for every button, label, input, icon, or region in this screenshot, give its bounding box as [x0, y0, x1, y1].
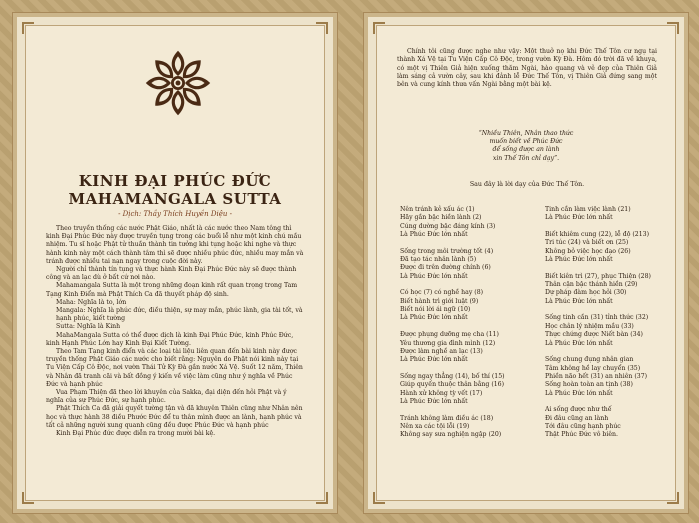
- verse-line: Sống chung đụng nhân gian: [545, 356, 634, 364]
- verse-column-left: [400, 206, 535, 440]
- verse-line: Dự pháp đàm học hỏi (30): [545, 289, 627, 297]
- verse-line: Là Phúc Đức lớn nhất: [400, 272, 468, 280]
- corner-ornament: [373, 492, 385, 504]
- title-pali: MAHAMANGALA SUTTA: [68, 190, 282, 208]
- verse-line: Đi đâu cũng an lành: [545, 414, 609, 422]
- verse-line: Sống tinh cần (31) tỉnh thức (32): [545, 314, 649, 322]
- translator-credit: - Dịch: Thầy Thích Huyền Diệu -: [118, 210, 232, 218]
- verse-line: Có học (7) có nghề hay (8): [400, 289, 484, 297]
- body-paragraph: Người chỉ thành tín tụng và thực hành Kinh Đại Phúc Đức này sẽ được thành công và an lạc dù ở bất cứ nơi nào.: [46, 266, 297, 282]
- corner-ornament: [22, 22, 34, 34]
- stanza-gap: [545, 223, 685, 231]
- verse-line: Là Phúc Đức lớn nhất: [545, 389, 613, 397]
- body-paragraph: Theo Tam Tạng kinh điển và các loại tài liệu liên quan đến bài kinh này được truyền thống Phật Giáo các nước cho biết rằng: Nguyên do Phật nói kinh này tại Tu Viện Cấp Cô Độc, nơi vườn Thái Tử Kỳ Đà gần nước Xá Vệ. Suốt 12 năm, Thiên và Nhân đã tranh cãi và bất đồng ý kiến về việc làm cũng như ý nghĩa về Phúc Đức và hạnh phúc: [46, 348, 303, 388]
- stanza-gap: [545, 398, 685, 406]
- intro-paragraph: Chính tôi cũng được nghe như vậy: Một thuở nọ khi Đức Thế Tôn cư ngụ tại thành Xá Vệ tại Tu Viện Cấp Cô Độc, trong vườn Kỳ Đà. Hôm đó trời đã về khuya, có một vị Thiên Giả hiện xuống thăm Ngài, hào quang và vẻ đẹp của Thiên Giả làm sáng cả vườn cây, sau khi đảnh lễ Đức Thế Tôn, vị Thiên Giả đứng sang một bên và cung kính thưa vấn Ngài bằng một bài kệ.: [397, 48, 657, 89]
- verse-line: Sống ngay thẳng (14), bố thí (15): [400, 372, 505, 380]
- body-paragraph: MahaMangala Sutta có thể được dịch là kinh Đại Phúc Đức, kinh Phúc Đức, kinh Hạnh Phúc Lớn hay Kinh Đại Kiết Tường.: [46, 331, 294, 347]
- left-page-frame: [25, 25, 325, 501]
- body-paragraph: Maha: Nghĩa là to, lớn: [56, 298, 127, 306]
- right-page: [363, 12, 689, 514]
- verse-line: Ai sống được như thế: [545, 406, 612, 414]
- verse-line: Được phụng dưỡng mẹ cha (11): [400, 331, 499, 339]
- verse-line: Yêu thương gia đình mình (12): [400, 339, 496, 347]
- verse-line: Không bỏ việc học đạo (26): [545, 247, 631, 255]
- stanza-gap: [400, 365, 535, 373]
- left-body-text: [46, 225, 306, 438]
- body-paragraph: Phật Thích Ca đã giải quyết tường tận và đã khuyên Thiên cũng như Nhân nên học và thực hành 38 điều Phước Đức để tu thân mình được an lành, hạnh phúc và tất cả những người xung quanh cũng đều được Phúc Đức và hạnh phúc: [46, 405, 303, 429]
- stanza-gap: [545, 348, 685, 356]
- verse-line: Nên xa các tội lỗi (19): [400, 422, 470, 430]
- verse-line: xin Thế Tôn chỉ dạy”.: [492, 154, 560, 162]
- verse-line: Hãy gần bậc hiền lành (2): [400, 214, 482, 222]
- body-paragraph: Mangala: Nghĩa là phúc đức, điều thiện, sự may mắn, phúc lành, gia tài tốt, và hạnh phúc, kiết tường: [56, 307, 303, 323]
- body-paragraph: Vua Phạm Thiện đã theo lời khuyên của Sakka, đại diện đến hỏi Phật và ý nghĩa của sự Phúc Đức, sự hạnh phúc.: [46, 389, 287, 405]
- left-page: [12, 12, 338, 514]
- lotus-emblem-icon: [143, 48, 213, 118]
- corner-ornament: [373, 22, 385, 34]
- verse-line: Được đi trên đường chính (6): [400, 264, 491, 272]
- verse-line: Tới đâu cũng hạnh phúc: [545, 422, 621, 430]
- verse-line: muốn biết về Phúc Đức: [489, 138, 563, 146]
- verse-line: Là Phúc Đức lớn nhất: [400, 231, 468, 239]
- verse-line: Là Phúc Đức lớn nhất: [545, 297, 613, 305]
- verse-line: Biết kiên trì (27), phục Thiện (28): [545, 272, 651, 280]
- verse-line: “Nhiều Thiên, Nhân thao thức: [478, 130, 574, 137]
- verse-line: Đã tạo tác nhân lành (5): [400, 256, 477, 264]
- verse-line: Biết hành trì giới luật (9): [400, 297, 479, 305]
- verse-line: Tránh không làm điều ác (18): [400, 414, 494, 422]
- body-paragraph: Kinh Đại Phúc đức được diễn ra trong mười bài kệ.: [56, 430, 216, 438]
- verse-column-right: [545, 206, 685, 440]
- verse-line: để sống được an lành: [492, 146, 560, 154]
- verse-line: Hành xử không tỳ vết (17): [400, 389, 483, 397]
- verse-line: Được làm nghề an lạc (13): [400, 347, 483, 355]
- deva-question-verse: [377, 130, 675, 163]
- stanza-gap: [400, 239, 535, 247]
- corner-ornament: [316, 22, 328, 34]
- verse-line: Là Phúc Đức lớn nhất: [400, 356, 468, 364]
- verse-line: Là Phúc Đức lớn nhất: [545, 214, 613, 222]
- body-paragraph: Sutta: Nghĩa là Kinh: [56, 323, 121, 331]
- verse-line: Tinh cần làm việc lành (21): [545, 206, 631, 213]
- verse-line: Thân cận bậc thánh hiền (29): [545, 281, 638, 289]
- verse-line: Thật Phúc Đức vô biên.: [545, 431, 618, 439]
- verse-line: Là Phúc Đức lớn nhất: [545, 339, 613, 347]
- corner-ornament: [667, 22, 679, 34]
- verse-line: Giúp quyến thuộc thân bằng (16): [400, 381, 505, 389]
- body-paragraph: Mahamangala Sutta là một trong những đoạn kinh rất quan trọng trong Tam Tạng Kinh Điển mà Phật Thích Ca đã thuyết pháp độ sinh.: [46, 282, 298, 298]
- verse-line: Là Phúc Đức lớn nhất: [545, 256, 613, 264]
- verse-line: Không say sưa nghiện ngập (20): [400, 431, 502, 439]
- verse-line: Cúng dường bậc đáng kính (3): [400, 222, 496, 230]
- verse-line: Là Phúc Đức lớn nhất: [400, 314, 468, 322]
- right-page-frame: [376, 25, 676, 501]
- title-vietnamese: KINH ĐẠI PHÚC ĐỨC: [78, 172, 272, 190]
- verse-line: Tâm không hề lay chuyển (35): [545, 364, 641, 372]
- verse-line: Sống trong môi trường tốt (4): [400, 247, 494, 255]
- verse-line: Biết khiêm cung (22), lễ độ (213): [545, 231, 650, 239]
- verse-line: Là Phúc Đức lớn nhất: [400, 397, 468, 405]
- verse-line: Biết nói lời ái ngữ (10): [400, 306, 471, 314]
- stanza-gap: [545, 264, 685, 272]
- verse-line: Thực chứng được Niết bàn (34): [545, 331, 643, 339]
- corner-ornament: [316, 492, 328, 504]
- verse-line: Tri túc (24) và biết ơn (25): [545, 239, 629, 247]
- corner-ornament: [22, 492, 34, 504]
- stanza-gap: [400, 406, 535, 414]
- verse-line: Phiền não hết (31) an nhiên (37): [545, 372, 648, 380]
- verse-line: Học chân lý nhiệm mầu (33): [545, 322, 634, 330]
- buddha-teaching-intro: Sau đây là lời dạy của Đức Thế Tôn.: [469, 181, 585, 188]
- body-paragraph: Theo truyền thống các nước Phật Giáo, nhất là các nước theo Nam tông thì kinh Đại Phúc Đức này được truyền tụng trong các buổi lễ như một kinh chú mầu nhiệm. Tu sĩ hoặc Phật tử thuần thành tin tưởng khi tụng hoặc khi nghe và thực hành kinh này một cách thành tâm thì sẽ được nhiều phúc đức, nhiều may mắn và tránh được nhiều tai nạn ngay trong cuộc đời này.: [46, 225, 304, 265]
- stanza-gap: [400, 323, 535, 331]
- corner-ornament: [667, 492, 679, 504]
- verse-line: Sống hoàn toàn an tịnh (38): [545, 381, 633, 389]
- verse-line: Nên tránh kẻ xấu ác (1): [400, 206, 475, 213]
